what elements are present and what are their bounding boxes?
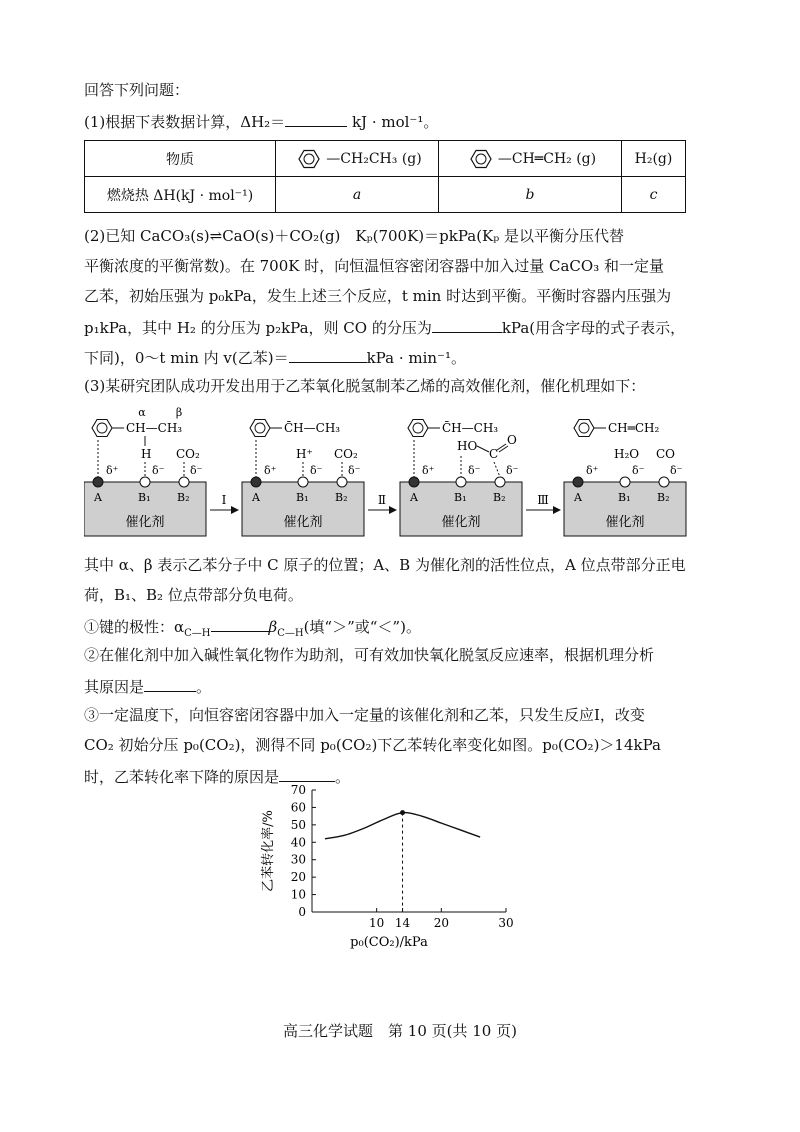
peak-point: [400, 810, 405, 815]
step-label: Ⅰ: [221, 493, 227, 507]
molecule-label: C̄H—CH₃: [284, 421, 341, 435]
y-tick-label: 70: [290, 783, 306, 797]
site-b1: [456, 477, 466, 487]
question-2-line: 乙苯，初始压强为 p₀kPa，发生上述三个反应，t min 时达到平衡。平衡时容器内压强为: [84, 287, 672, 305]
page-footer: 高三化学试题 第 10 页(共 10 页): [283, 1022, 517, 1040]
catalyst-label: 催化剂: [441, 515, 481, 530]
co2-label: CO₂: [176, 447, 200, 461]
answer-blank[interactable]: [144, 675, 196, 692]
x-tick-label: 14: [394, 916, 411, 930]
charge-label: δ⁻: [310, 464, 323, 477]
question-1: (1)根据下表数据计算，ΔH₂＝ kJ · mol⁻¹。: [84, 110, 760, 132]
charge-label: δ⁻: [152, 464, 165, 477]
table-cell: c: [622, 177, 686, 213]
site-b1: [620, 477, 630, 487]
charge-label: δ⁺: [422, 464, 435, 477]
molecule-label: C̄H—CH₃: [442, 421, 499, 435]
answer-blank[interactable]: [211, 615, 269, 632]
x-tick-label: 30: [498, 916, 514, 930]
charge-label: δ⁻: [348, 464, 361, 477]
charge-label: δ⁻: [506, 464, 519, 477]
question-2-line: (2)已知 CaCO₃(s)⇌CaO(s)＋CO₂(g) Kₚ(700K)＝pkPa(Kₚ 是以平衡分压代替: [84, 227, 625, 245]
table-cell: b: [439, 177, 622, 213]
table-cell: 物质: [85, 141, 276, 177]
alpha-label: α: [138, 406, 146, 419]
step-label: Ⅲ: [537, 493, 549, 507]
sub-question-3: CO₂ 初始分压 p₀(CO₂)，测得不同 p₀(CO₂)下乙苯转化率变化如图。p₀(CO₂)＞14kPa: [84, 736, 661, 754]
carbon-label: C: [489, 447, 499, 461]
y-tick-label: 40: [290, 835, 306, 850]
sub-question-3: ③一定温度下，向恒容密闭容器中加入一定量的该催化剂和乙苯，只发生反应Ⅰ，改变: [84, 706, 645, 724]
site-b1: [140, 477, 150, 487]
site-label: B₁: [296, 491, 309, 504]
y-axis-label: 乙苯转化率/%: [261, 810, 276, 892]
question-2-line: 平衡浓度的平衡常数)。在 700K 时，向恒温恒容密闭容器中加入过量 CaCO₃ 和一定量: [84, 257, 664, 275]
ho-label: HO: [457, 439, 478, 453]
site-label: B₂: [493, 491, 506, 504]
x-axis-label: p₀(CO₂)/kPa: [350, 935, 428, 950]
co-label: CO: [656, 447, 676, 461]
site-label: B₁: [138, 491, 151, 504]
note-line: 其中 α、β 表示乙苯分子中 C 原子的位置；A、B 为催化剂的活性位点，A 位点带部分正电: [84, 556, 686, 574]
site-a: [573, 477, 583, 487]
sub-question-2: 其原因是 。: [84, 675, 760, 697]
sub-question-1: ①键的极性：$\alpha_{C—H}$ $\beta_{C—H}$(填“＞”或“＜”)。: [84, 615, 760, 644]
site-label: A: [94, 491, 102, 504]
site-label: A: [574, 491, 582, 504]
site-label: A: [410, 491, 418, 504]
site-b1: [298, 477, 308, 487]
site-a: [93, 477, 103, 487]
site-label: B₁: [618, 491, 631, 504]
answer-blank[interactable]: [289, 346, 367, 363]
benzene-ring-icon: [464, 147, 498, 171]
table-cell: 燃烧热 ΔH(kJ · mol⁻¹): [85, 177, 276, 213]
y-tick-label: 60: [290, 800, 306, 815]
x-tick-label: 20: [433, 916, 449, 930]
benzene-ring-icon: [292, 147, 326, 171]
y-tick-label: 20: [290, 870, 306, 885]
site-label: B₂: [335, 491, 348, 504]
conversion-chart: [250, 780, 540, 960]
table-cell: —CH₂CH₃ (g): [276, 141, 439, 177]
step-label: Ⅱ: [377, 493, 387, 507]
site-b2: [659, 477, 669, 487]
sub-question-3: 时，乙苯转化率下降的原因是 。: [84, 765, 760, 787]
charge-label: δ⁺: [586, 464, 599, 477]
y-tick-label: 50: [290, 817, 306, 832]
charge-label: δ⁺: [264, 464, 277, 477]
answer-blank[interactable]: [285, 110, 347, 127]
site-a: [251, 477, 261, 487]
table-cell: —CH═CH₂ (g): [439, 141, 622, 177]
sub-question-2: ②在催化剂中加入碱性氧化物作为助剂，可有效加快氧化脱氢反应速率，根据机理分析: [84, 646, 655, 664]
oxygen-label: O: [507, 433, 517, 447]
y-tick-label: 0: [298, 905, 306, 919]
h-atom: H: [141, 447, 152, 461]
beta-label: β: [175, 406, 183, 419]
site-label: A: [252, 491, 260, 504]
charge-label: δ⁻: [632, 464, 645, 477]
combustion-heat-table: [84, 140, 686, 213]
catalyst-label: 催化剂: [125, 515, 165, 530]
charge-label: δ⁻: [190, 464, 203, 477]
co2-label: CO₂: [334, 447, 358, 461]
table-cell: H₂(g): [622, 141, 686, 177]
molecule-label: CH═CH₂: [608, 421, 660, 435]
h2o-label: H₂O: [614, 447, 640, 461]
question-2-line: 下同)，0～t min 内 v(乙苯)＝ kPa · min⁻¹。: [84, 346, 760, 368]
site-a: [409, 477, 419, 487]
site-b2: [495, 477, 505, 487]
table-cell: a: [276, 177, 439, 213]
charge-label: δ⁺: [106, 464, 119, 477]
charge-label: δ⁻: [468, 464, 481, 477]
catalyst-label: 催化剂: [605, 515, 645, 530]
catalysis-mechanism-diagram: [84, 400, 704, 550]
answer-blank[interactable]: [432, 316, 502, 333]
section-header: 回答下列问题：: [84, 81, 190, 99]
site-label: B₁: [454, 491, 467, 504]
site-b2: [337, 477, 347, 487]
site-b2: [179, 477, 189, 487]
site-label: B₂: [657, 491, 670, 504]
x-tick-label: 10: [369, 916, 385, 930]
y-tick-label: 30: [290, 852, 306, 867]
charge-label: δ⁻: [670, 464, 683, 477]
catalyst-label: 催化剂: [283, 515, 323, 530]
molecule-label: CH—CH₃: [126, 421, 183, 435]
h-plus: H⁺: [296, 447, 313, 461]
question-3-intro: (3)某研究团队成功开发出用于乙苯氧化脱氢制苯乙烯的高效催化剂，催化机理如下：: [84, 377, 646, 395]
y-tick-label: 10: [290, 887, 306, 902]
question-2-line: p₁kPa，其中 H₂ 的分压为 p₂kPa，则 CO 的分压为 kPa(用含字母的式子表示，: [84, 316, 760, 338]
note-line: 荷，B₁、B₂ 位点带部分负电荷。: [84, 586, 303, 604]
site-label: B₂: [177, 491, 190, 504]
